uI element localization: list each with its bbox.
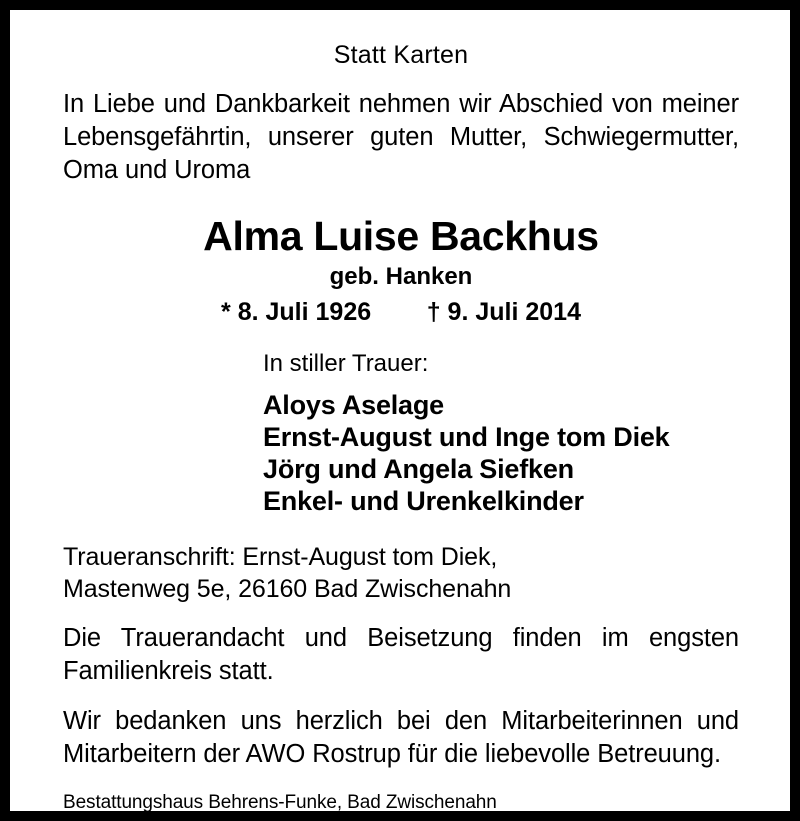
list-item: Enkel- und Urenkelkinder bbox=[263, 486, 584, 516]
ceremony-note-paragraph: Die Trauerandacht und Beisetzung finden im engsten Familienkreis statt. bbox=[63, 624, 739, 685]
mourning-address-line-2: Mastenweg 5e, 26160 Bad Zwischenahn bbox=[63, 575, 512, 603]
life-dates: * 8. Juli 1926 † 9. Juli 2014 bbox=[221, 298, 581, 326]
intro-paragraph: In Liebe und Dankbarkeit nehmen wir Abschied von meiner Lebensgefährtin, unserer guten Mutter, Schwiegermutter, Oma und Uroma bbox=[63, 90, 739, 184]
mourners-block bbox=[63, 327, 739, 517]
list-item: Ernst-August und Inge tom Diek bbox=[263, 422, 670, 452]
statt-karten-heading: Statt Karten bbox=[333, 41, 469, 69]
mourners-list bbox=[263, 378, 739, 517]
thanks-note-paragraph: Wir bedanken uns herzlich bei den Mitarbeiterinnen und Mitarbeitern der AWO Rostrup für die liebevolle Betreuung. bbox=[63, 707, 739, 768]
deceased-name-block bbox=[63, 187, 739, 327]
deceased-name: Alma Luise Backhus bbox=[203, 213, 599, 259]
mourning-address-line-1: Traueranschrift: Ernst-August tom Diek, bbox=[63, 543, 498, 571]
notice-content bbox=[63, 11, 739, 815]
funeral-home-credit: Bestattungshaus Behrens-Funke, Bad Zwischenahn bbox=[63, 792, 497, 813]
maiden-name: geb. Hanken bbox=[329, 263, 473, 290]
notice-inner-frame bbox=[10, 10, 790, 811]
mourners-heading: In stiller Trauer: bbox=[263, 350, 429, 377]
list-item: Aloys Aselage bbox=[263, 390, 444, 420]
mourning-address-block bbox=[63, 517, 739, 605]
list-item: Jörg und Angela Siefken bbox=[263, 454, 574, 484]
